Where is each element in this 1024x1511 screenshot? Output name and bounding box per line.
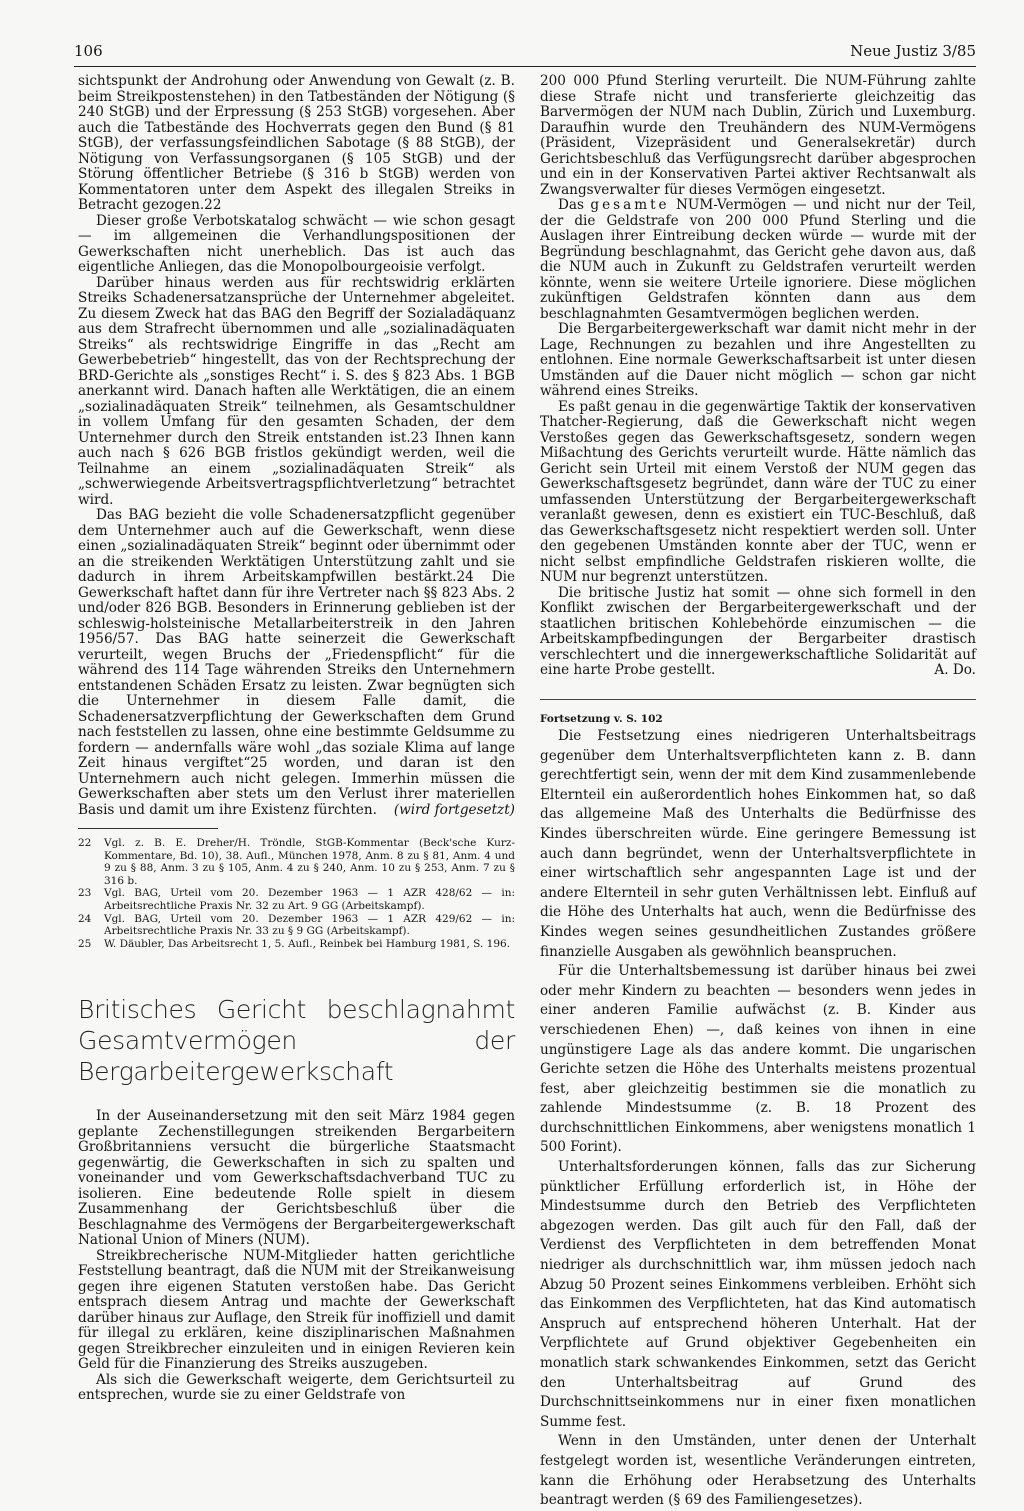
article-paragraph: Die britische Justiz hat somit — ohne sich formell in den Konflikt zwischen der Bergarbeitergewerkschaft und der staatlichen britischen Kohlebehörde einzumischen — die Arbeitskampfbedingungen der Bergarbeiter drastisch verschlechtert und die innergewerkschaftliche Solidarität auf eine harte Probe gestellt. — [540, 584, 976, 678]
journal-issue: Neue Justiz 3/85 — [850, 42, 976, 60]
author-signature: A. Do. — [934, 662, 976, 678]
footnotes — [78, 837, 515, 950]
footnote-divider — [78, 828, 218, 829]
article-paragraph — [540, 198, 976, 322]
paragraph: Das BAG bezieht die volle Schadenersatzpflicht gegenüber dem Unternehmer auch auf die Gewerkschaft, wenn diese einen „sozialinadäquaten Streik“ beginnt oder übernimmt oder an die streikenden Werktätigen Unterstützung zahlt und sie dadurch in ihrem Arbeitskampfwillen bestärkt.24 Die Gewerkschaft haftet dann für ihre Vertreter nach §§ 823 Abs. 2 und/oder 826 BGB. Besonders in Erinnerung geblieben ist der schleswig-holsteinische Metallarbeiterstreik in den Jahren 1956/57. Das BAG hatte seinerzeit die Gewerkschaft verurteilt, wegen Bruchs der „Friedenspflicht“ für die während des 114 Tage währenden Streiks den Unternehmern entstandenen Schäden Ersatz zu leisten. Zwar begnügten sich die Unternehmer in diesem Falle damit, die Schadenersatzverpflichtung der Gewerkschaften dem Grund nach feststellen zu lassen, ohne eine bestimmte Geldsumme zu fordern — andernfalls wäre wohl „das soziale Klima auf lange Zeit hinaus vergiftet“25 worden, und daran ist den Unternehmern auch nicht gelegen. Immerhin müssen die Gewerkschaften aber stets um den Verlust ihrer materiellen Basis und damit um ihre Existenz fürchten. — [78, 507, 515, 818]
article-paragraph: In der Auseinandersetzung mit den seit März 1984 gegen geplante Zechenstillegungen streikenden Bergarbeitern Großbritanniens versucht die bürgerliche Staatsmacht gegenwärtig, die Gewerkschaften in sich zu spalten und voneinander und vom Gewerkschaftsdachverband TUC zu isolieren. Eine bedeutende Rolle spielt in diesem Zusammenhang der Gerichtsbeschluß über die Beschlagnahme des Vermögens der Bergarbeitergewerkschaft National Union of Miners (NUM). — [78, 1108, 515, 1249]
footnote-number: 23 — [78, 887, 92, 900]
footnote-text: Vgl. BAG, Urteil vom 20. Dezember 1963 — 1 AZR 429/62 — in: Arbeitsrechtliche Praxis Nr. 33 zu § 9 GG (Arbeitskampf). — [104, 912, 515, 938]
footnote-text: Vgl. z. B. E. Dreher/H. Tröndle, StGB-Kommentar (Beck'sche Kurz-Kommentare, Bd. 10), 38. Aufl., München 1978, Anm. 8 zu § 81, Anm. 4 und 9 zu § 88, Anm. 3 zu § 105, Anm. 4 zu § 240, Anm. 10 zu § 253, Anm. 7 zu § 316 b. — [104, 837, 515, 887]
paragraph: Für die Unterhaltsbemessung ist darüber hinaus bei zwei oder mehr Kindern zu beachten — besonders wenn jedes in einer anderen Familie aufwächst (z. B. Kinder aus verschiedenen Ehen) —, daß keines von ihnen in eine ungünstigere Lage als das andere kommt. Die ungarischen Gerichte setzen die Höhe des Unterhalts meistens prozentual fest, aber gleichzeitig bestimmen sie die monatlich zu zahlende Mindestsumme (z. B. 18 Prozent des durchschnittlichen Einkommens, aber wenigstens monatlich 1 500 Forint). — [540, 963, 976, 1156]
article-headline: Britisches Gericht beschlagnahmt Gesamtvermögen der Bergarbeitergewerkschaft — [78, 995, 515, 1087]
footnote — [78, 837, 515, 887]
footnote-number: 24 — [78, 912, 92, 925]
continuation-label: Fortsetzung v. S. 102 — [540, 712, 663, 725]
section-divider — [540, 699, 976, 700]
footnote — [78, 913, 515, 938]
paragraph: sichtspunkt der Androhung oder Anwendung von Gewalt (z. B. beim Streikpostenstehen) in den Tatbeständen der Nötigung (§ 240 StGB) und der Erpressung (§ 253 StGB) vorgesehen. Aber auch die Tatbestände des Hochverrats gegen den Bund (§ 81 StGB), der verfassungsfeindlichen Sabotage (§ 88 StGB), der Nötigung von Verfassungsorganen (§ 105 StGB) und der Störung öffentlicher Betriebe (§ 316 b StGB) werden von Kommentatoren unter dem Aspekt des illegalen Streiks in Betracht gezogen.22 — [78, 73, 515, 213]
paragraph: Wenn in den Umständen, unter denen der Unterhalt festgelegt worden ist, wesentliche Veränderungen eintreten, kann die Erhöhung oder Herabsetzung des Unterhalts beantragt werden (§ 69 des Familiengesetzes). — [540, 1433, 976, 1509]
article-paragraph: Die Bergarbeitergewerkschaft war damit nicht mehr in der Lage, Rechnungen zu bezahlen und ihre Angestellten zu entlohnen. Eine normale Gewerkschaftsarbeit ist unter diesen Umständen auf die Dauer nicht möglich — schon gar nicht während eines Streiks. — [540, 321, 976, 399]
paragraph: Darüber hinaus werden aus für rechtswidrig erklärten Streiks Schadenersatzansprüche der Unternehmer abgeleitet. Zu diesem Zweck hat das BAG den Begriff der Sozialadäquanz aus dem Strafrecht übernommen und alle „sozialinadäquaten Streiks“ als rechtswidrige Eingriffe in das „Recht am Gewerbebetrieb“ hingestellt, das von der Rechtsprechung der BRD-Gerichte als „sonstiges Recht“ i. S. des § 823 Abs. 1 BGB anerkannt wird. Danach haften alle Werktätigen, die an einem „sozialinadäquaten Streik“ teilnehmen, als Gesamtschuldner in vollem Umfang für den gesamten Schaden, der dem Unternehmer durch den Streik entstanden ist.23 Ihnen kann auch nach § 626 BGB fristlos gekündigt werden, weil die Teilnahme an einem „sozialinadäquaten Streik“ als „schwerwiegende Arbeitsvertragspflichtverletzung“ betrachtet wird. — [78, 274, 515, 508]
footnote-text: W. Däubler, Das Arbeitsrecht 1, 5. Aufl., Reinbek bei Hamburg 1981, S. 196. — [104, 937, 511, 950]
article-paragraph: 200 000 Pfund Sterling verurteilt. Die NUM-Führung zahlte diese Strafe nicht und transferierte gleichzeitig das Barvermögen der NUM nach Dublin, Zürich und Luxemburg. Daraufhin wurde den Treuhändern des NUM-Vermögens (Präsident, Vizepräsident und Generalsekretär) durch Gerichtsbeschluß das Verfügungsrecht darüber abgesprochen und ein in der Konservativen Partei aktiver Rechtsanwalt als Zwangsverwalter für dieses Vermögen eingesetzt. — [540, 73, 976, 198]
footnote-text: Vgl. BAG, Urteil vom 20. Dezember 1963 — 1 AZR 428/62 — in: Arbeitsrechtliche Praxis Nr. 32 zu Art. 9 GG (Arbeitskampf). — [104, 887, 515, 912]
page-number: 106 — [74, 42, 103, 60]
footnote-number: 22 — [78, 837, 92, 849]
page-header — [74, 42, 976, 67]
left-column — [78, 74, 515, 1404]
continuation-section — [540, 727, 976, 1511]
continued-note: (wird fortgesetzt) — [393, 801, 515, 818]
footnote — [78, 887, 515, 912]
text-run: Das — [558, 197, 591, 213]
paragraph: Dieser große Verbotskatalog schwächt — wie schon gesagt — im allgemeinen die Verhandlungspositionen der Gewerkschaften nicht unerheblich. Das ist auch das eigentliche Anliegen, das die Monopolbourgeoisie verfolgt. — [78, 212, 515, 275]
article-paragraph: Streikbrecherische NUM-Mitglieder hatten gerichtliche Feststellung beantragt, daß die NUM mit der Streikanweisung gegen ihre eigenen Statuten verstoßen habe. Das Gericht entsprach diesem Antrag und machte der Gewerkschaft darüber hinaus zur Auflage, den Streik für inoffiziell und damit für illegal zu erklären, keine disziplinarischen Maßnahmen gegen Streikbrecher einzuleiten und in einigen Revieren kein Geld für die Finanzierung des Streiks auszugeben. — [78, 1247, 515, 1373]
footnote — [78, 938, 515, 951]
article-paragraph: Als sich die Gewerkschaft weigerte, dem Gerichtsurteil zu entsprechen, wurde sie zu einer Geldstrafe von — [78, 1371, 515, 1404]
text-run: NUM-Vermögen — und nicht nur der Teil, der die Geldstrafe von 200 000 Pfund Sterling und die Auslagen ihrer Eintreibung decken würde — wurde mit der Begründung beschlagnahmt, das Gericht gehe davon aus, daß die NUM auch in Zukunft zu Geldstrafen verurteilt werden könnte, wenn sie weitere Urteile ignoriere. Diese möglichen zukünftigen Geldstrafen könnten dann aus dem beschlagnahmten Gesamtvermögen beglichen werden. — [540, 197, 976, 322]
paragraph: Die Festsetzung eines niedrigeren Unterhaltsbeitrags gegenüber dem Unterhaltsverpflichteten kann z. B. dann gerechtfertigt sein, wenn der mit dem Kind zusammenlebende Elternteil ein außerordentlich hohes Einkommen hat, so daß das allgemeine Maß des Unterhalts die Bedürfnisse des Kindes überschreiten würde. Eine geringere Bemessung ist auch dann begründet, wenn der Unterhaltsverpflichtete in einer wirtschaftlich sehr angespannten Lage ist und der andere Elternteil in sehr guten Verhältnissen lebt. Einfluß auf die Höhe des Unterhalts hat auch, wenn die Bedürfnisse des Kindes wegen seines gesundheitlichen Zustandes größere finanzielle Ausgaben als gewöhnlich beanspruchen. — [540, 728, 976, 960]
footnote-number: 25 — [78, 937, 92, 950]
paragraph: Unterhaltsforderungen können, falls das zur Sicherung pünktlicher Erfüllung erforderlich ist, in Höhe der Mindestsumme durch den Betrieb des Verpflichteten abgezogen werden. Das gilt auch für den Fall, daß der Verdienst des Verpflichteten in dem betreffenden Monat niedriger als durchschnittlich war, ihm müssen jedoch nach Abzug 50 Prozent seines Einkommens verbleiben. Erhöht sich das Einkommen des Verpflichteten, hat das Kind automatisch Anspruch auf entsprechend höheren Unterhalt. Hat der Verpflichtete auf Grund objektiver Gegebenheiten ein monatlich stark schwankendes Einkommen, setzt das Gericht den Unterhaltsbeitrag auf Grund des Durchschnittseinkommens nur in einer fixen monatlichen Summe fest. — [540, 1159, 976, 1430]
article-paragraph: Es paßt genau in die gegenwärtige Taktik der konservativen Thatcher-Regierung, daß die Gewerkschaft nicht wegen Verstoßes gegen das Gewerkschaftsgesetz, sondern wegen Mißachtung des Gerichts verurteilt wurde. Hätte nämlich das Gericht sein Urteil mit einem Verstoß der NUM gegen das Gewerkschaftsgesetz begründet, dann wäre der TUC zu einer umfassenden Unterstützung der Bergarbeitergewerkschaft veranlaßt gewesen, denn es existiert ein TUC-Beschluß, daß das Gewerkschaftsgesetz nicht respektiert werden soll. Unter den gegebenen Umständen konnte aber der TUC, wenn er nicht selbst empfindliche Geldstrafen riskieren wollte, die NUM nur begrenzt unterstützen. — [540, 398, 976, 585]
emphasis-spaced: gesamte — [590, 197, 670, 213]
right-column — [540, 74, 976, 1511]
